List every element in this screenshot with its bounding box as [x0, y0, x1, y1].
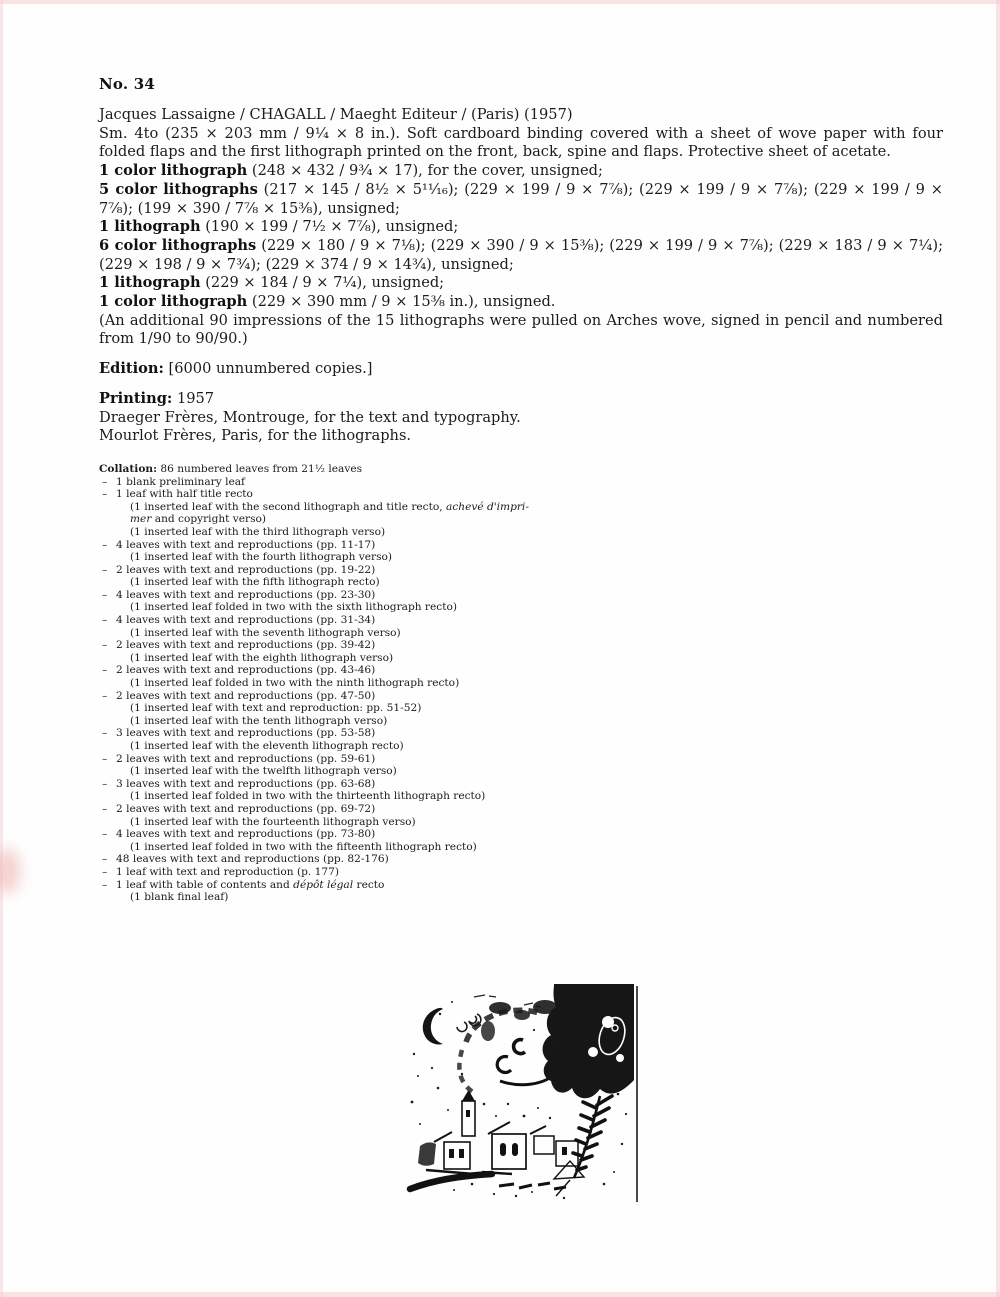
- entry-textblock: [99, 106, 943, 446]
- collation-items: [99, 476, 943, 904]
- collation-item: – 1 blank preliminary leaf: [102, 475, 245, 488]
- collation-item: (1 inserted leaf folded in two with the ninth lithograph recto): [130, 677, 460, 690]
- entry-dimensions: (229 × 180 / 9 × 7¹⁄₈); (229 × 390 / 9 × 15³⁄₈); (229 × 199 / 9 × 7⁷⁄₈); (229 × 183 / 9 × 7¹⁄₄); (229 × 198 / 9 × 7³⁄₄); (229 × 374 / 9 × 14³⁄₄), unsigned;: [99, 236, 943, 273]
- entry-dimensions: (229 × 390 mm / 9 × 15³⁄₈ in.), unsigned.: [247, 293, 556, 311]
- collation-section: [99, 463, 943, 904]
- collation-item: – 4 leaves with text and reproductions (pp. 31-34): [102, 614, 376, 627]
- entry-count-label: 1 lithograph: [99, 274, 201, 292]
- lithograph-entry: [99, 274, 943, 293]
- entry-dimensions: (229 × 184 / 9 × 7¹⁄₄), unsigned;: [200, 274, 445, 292]
- lithograph-artwork: [404, 984, 642, 1206]
- lithograph-entry: [99, 293, 943, 312]
- collation-item: (1 inserted leaf folded in two with the sixth lithograph recto): [130, 601, 457, 614]
- entry-count-label: 1 color lithograph: [99, 293, 248, 311]
- collation-item: – 2 leaves with text and reproductions (pp. 69-72): [102, 802, 376, 815]
- format-description: Sm. 4to (235 × 203 mm / 9¹⁄₄ × 8 in.). Soft cardboard binding covered with a sheet of wove paper with four folded flaps and the first lithograph printed on the front, back, spine and flaps. Protective sheet of acetate.: [99, 124, 943, 161]
- collation-item: (1 blank final leaf): [130, 891, 229, 904]
- entry-count-label: 1 lithograph: [99, 218, 201, 236]
- collation-item: (1 inserted leaf folded in two with the fifteenth lithograph recto): [130, 840, 477, 853]
- printer-line: Mourlot Frères, Paris, for the lithographs.: [99, 427, 412, 445]
- entry-title: Jacques Lassaigne / CHAGALL / Maeght Editeur / (Paris) (1957): [99, 106, 573, 123]
- entry-number: No. 34: [99, 75, 155, 93]
- artwork-fold-line: [636, 986, 638, 1202]
- printer-line: Draeger Frères, Montrouge, for the text and typography.: [99, 408, 521, 426]
- collation-item: (1 inserted leaf with the fourth lithograph verso): [130, 551, 393, 564]
- collation-heading: [99, 463, 943, 476]
- collation-item: (1 inserted leaf with the third lithograph verso): [130, 525, 386, 538]
- collation-item: – 2 leaves with text and reproductions (pp. 43-46): [102, 664, 376, 677]
- collation-item: (1 inserted leaf with the seventh lithograph verso): [130, 626, 401, 639]
- lithograph-entry: [99, 181, 943, 218]
- collation-item: (1 inserted leaf with the tenth lithograph verso): [130, 714, 388, 727]
- edition-label: Edition:: [99, 360, 164, 378]
- printing-label: Printing:: [99, 389, 173, 407]
- printing-year: 1957: [176, 389, 215, 407]
- collation-summary: 86 numbered leaves from 21¹⁄₂ leaves: [160, 462, 363, 475]
- edition-line: [99, 360, 943, 379]
- entry-count-label: 5 color lithographs: [99, 180, 258, 198]
- collation-item: (1 inserted leaf with the second lithograph and title recto, achevé d'impri-: [130, 500, 529, 513]
- collation-item: (1 inserted leaf with text and reproduction: pp. 51-52): [130, 702, 422, 715]
- entry-count-label: 6 color lithographs: [99, 236, 257, 254]
- collation-item: (1 inserted leaf with the eleventh lithograph recto): [130, 740, 404, 753]
- entry-count-label: 1 color lithograph: [99, 162, 248, 180]
- collation-item: – 4 leaves with text and reproductions (pp. 73-80): [102, 828, 376, 841]
- collation-item: – 2 leaves with text and reproductions (pp. 19-22): [102, 563, 376, 576]
- collation-item: – 1 leaf with table of contents and dépôt légal recto: [102, 878, 385, 891]
- edition-value: [6000 unnumbered copies.]: [168, 360, 373, 378]
- collation-item: – 1 leaf with text and reproduction (p. 177): [102, 865, 339, 878]
- collation-label: Collation:: [99, 462, 158, 475]
- entry-dimensions: (190 × 199 / 7¹⁄₂ × 7⁷⁄₈), unsigned;: [200, 218, 459, 236]
- collation-item: – 48 leaves with text and reproductions (pp. 82-176): [102, 853, 389, 866]
- collation-item: – 1 leaf with half title recto: [102, 488, 253, 501]
- collation-item: (1 inserted leaf with the twelfth lithograph verso): [130, 765, 397, 778]
- lithograph-entry: [99, 237, 943, 274]
- lithograph-entry: [99, 218, 943, 237]
- collation-item: (1 inserted leaf with the fifth lithograph recto): [130, 576, 380, 589]
- collation-item: (1 inserted leaf folded in two with the thirteenth lithograph recto): [130, 790, 486, 803]
- collation-item: – 2 leaves with text and reproductions (pp. 47-50): [102, 689, 376, 702]
- collation-item: – 4 leaves with text and reproductions (pp. 11-17): [102, 538, 376, 551]
- entry-dimensions: (248 × 432 / 9³⁄₄ × 17), for the cover, unsigned;: [247, 162, 603, 180]
- printing-line: [99, 390, 943, 409]
- collation-item: – 3 leaves with text and reproductions (pp. 63-68): [102, 777, 376, 790]
- collation-item: mer and copyright verso): [130, 513, 267, 526]
- collation-item: – 2 leaves with text and reproductions (pp. 39-42): [102, 639, 376, 652]
- entry-dimensions: (217 × 145 / 8¹⁄₂ × 5¹¹⁄₁₆); (229 × 199 / 9 × 7⁷⁄₈); (229 × 199 / 9 × 7⁷⁄₈); (229 × 199 / 9 × 7⁷⁄₈); (199 × 390 / 7⁷⁄₈ × 15³⁄₈), unsigned;: [99, 180, 943, 217]
- collation-item: – 2 leaves with text and reproductions (pp. 59-61): [102, 752, 376, 765]
- additional-note: (An additional 90 impressions of the 15 lithographs were pulled on Arches wove, signed in pencil and numbered from 1/90 to 90/90.): [99, 311, 943, 348]
- collation-item: (1 inserted leaf with the fourteenth lithograph verso): [130, 815, 416, 828]
- collation-item: – 3 leaves with text and reproductions (pp. 53-58): [102, 727, 376, 740]
- collation-item: – 4 leaves with text and reproductions (pp. 23-30): [102, 588, 376, 601]
- scan-edge-bottom: [0, 1292, 1000, 1297]
- chagall-artwork-drawing: [404, 984, 634, 1204]
- lithograph-entry: [99, 162, 943, 181]
- collation-item: (1 inserted leaf with the eighth lithograph verso): [130, 651, 394, 664]
